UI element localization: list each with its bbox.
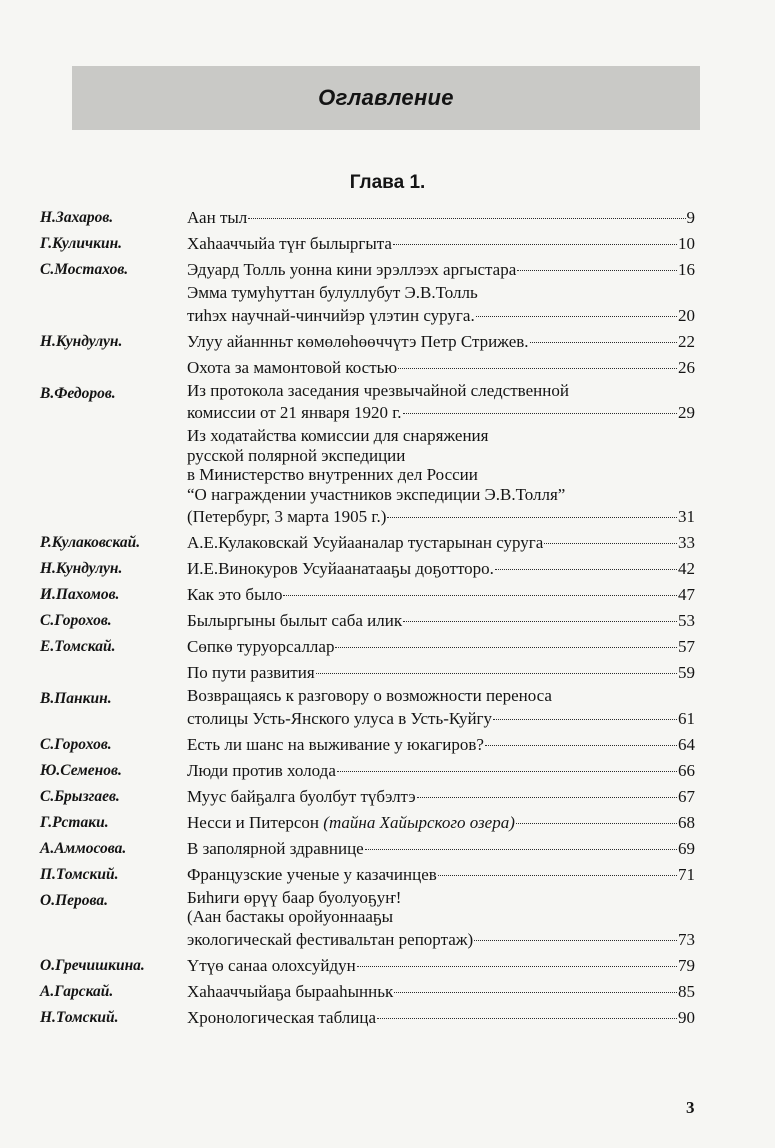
- toc-line: [187, 784, 695, 810]
- toc-title: Хаһааччыйаҕа бырааһынньк: [187, 981, 394, 1001]
- dot-leader: [403, 621, 677, 622]
- toc-entry: [40, 355, 695, 381]
- toc-entry: [40, 953, 695, 979]
- toc-title-text: [187, 927, 473, 953]
- toc-page-number: 66: [678, 760, 695, 780]
- toc-entry: [40, 888, 695, 953]
- toc-titles: [187, 979, 695, 1005]
- toc-titles: [187, 329, 695, 355]
- toc-page-number: 71: [678, 864, 695, 884]
- toc-entry: [40, 530, 695, 556]
- page-number: 3: [686, 1098, 695, 1117]
- toc-title: По пути развития: [187, 663, 315, 682]
- toc-entry: [40, 283, 695, 329]
- toc-author: А.Аммосова.: [40, 839, 127, 857]
- toc-title-text: [187, 556, 494, 582]
- toc-titles: [187, 381, 695, 427]
- toc-title: А.Е.Кулаковскай Усуйааналар тустарынан суруга: [187, 533, 544, 552]
- dot-leader: [387, 517, 677, 518]
- toc-title-text: [187, 355, 397, 381]
- toc-line: [187, 329, 695, 355]
- toc-entry: [40, 758, 695, 784]
- toc-titles: [187, 686, 695, 732]
- dot-leader: [476, 316, 677, 317]
- toc-title-text: [187, 608, 402, 634]
- toc-titles: [187, 355, 695, 381]
- chapter-heading: Глава 1.: [349, 172, 426, 193]
- toc-title-text: [187, 758, 336, 784]
- toc-title-text: [187, 231, 392, 257]
- toc-entry: [40, 784, 695, 810]
- toc-author: Н.Кундулун.: [40, 560, 123, 577]
- toc-entry: [40, 634, 695, 660]
- toc-titles: [187, 582, 695, 608]
- toc-line: [187, 634, 695, 660]
- toc-title-text: [187, 907, 393, 927]
- toc-title: Сөпкө туруорсаллар: [187, 637, 335, 656]
- toc-author: Г.Куличкин.: [40, 235, 123, 252]
- toc-title-text: [187, 485, 565, 505]
- toc-title-text: [187, 836, 364, 862]
- toc-title-text: [187, 706, 492, 732]
- toc-title: Аан тыл: [187, 208, 248, 227]
- toc-title: Люди против холода: [187, 760, 336, 780]
- toc-page-number: 20: [678, 305, 695, 325]
- toc-line: [187, 706, 695, 732]
- toc-title-text: [187, 446, 405, 466]
- toc-title: Хронологическая таблица: [187, 1007, 377, 1027]
- toc-line: [187, 283, 695, 303]
- toc-entry: [40, 979, 695, 1005]
- toc-page-number: 67: [678, 786, 695, 806]
- dot-leader: [417, 797, 677, 798]
- toc-title: Хаһааччыйа түҥ былыргыта: [187, 234, 392, 253]
- toc-line: [187, 732, 695, 758]
- toc-author: Г.Рстаки.: [40, 813, 109, 831]
- toc-author: С.Горохов.: [40, 612, 112, 629]
- toc-title-text: [187, 953, 356, 979]
- toc-titles: [187, 530, 695, 556]
- toc-title-text: [187, 381, 569, 401]
- toc-page-number: 59: [678, 663, 695, 682]
- toc-titles: [187, 634, 695, 660]
- toc-title: Эдуард Толль уонна кини эрэллээх аргыстара: [187, 260, 517, 279]
- toc-entry: [40, 836, 695, 862]
- toc-author: Н.Захаров.: [40, 209, 114, 226]
- toc-title: (Аан бастакы оройуоннааҕы: [187, 907, 394, 926]
- dot-leader: [544, 543, 677, 544]
- toc-page-number: 10: [678, 234, 695, 253]
- dot-leader: [474, 940, 677, 941]
- toc-page-number: 33: [678, 533, 695, 552]
- toc-line: [187, 927, 695, 953]
- toc-line: [187, 758, 695, 784]
- toc-title: Эмма тумуһуттан булуллубут Э.В.Толль: [187, 283, 478, 302]
- toc-line: [187, 485, 695, 505]
- toc-page-number: 64: [678, 734, 695, 754]
- toc-entry: [40, 686, 695, 732]
- toc-titles: [187, 758, 695, 784]
- toc-author: В.Федоров.: [40, 384, 116, 402]
- toc-title: Улуу айаннньт көмөлөһөөччүтэ Петр Стрижев.: [187, 331, 529, 351]
- toc-author: Н.Томский.: [40, 1008, 119, 1026]
- toc-page-number: 79: [678, 955, 695, 975]
- toc-titles: [187, 426, 695, 530]
- dot-leader: [393, 244, 677, 245]
- toc-entry: [40, 329, 695, 355]
- toc-title-text: [187, 888, 401, 908]
- toc-author: Н.Кундулун.: [40, 332, 123, 350]
- toc-line: [187, 608, 695, 634]
- dot-leader: [283, 595, 677, 596]
- toc-title: В заполярной здравнице: [187, 838, 364, 858]
- toc-page-number: 47: [678, 585, 695, 604]
- toc-author: С.Брызгаев.: [40, 787, 120, 805]
- toc-titles: [187, 283, 695, 329]
- toc-page-number: 68: [678, 812, 695, 832]
- toc-title: “О награждении участников экспедиции Э.В.Толля”: [187, 484, 566, 504]
- toc-title-text: [187, 1005, 376, 1031]
- toc-author: Ю.Семенов.: [40, 761, 122, 779]
- toc-title-text: [187, 257, 516, 283]
- toc-entry: [40, 582, 695, 608]
- toc-titles: [187, 888, 695, 953]
- toc-title: Былыргыны былыт саба илик: [187, 611, 403, 630]
- toc-author: Е.Томскай.: [40, 638, 116, 655]
- toc-entry: [40, 381, 695, 427]
- toc-line: [187, 836, 695, 862]
- toc-title-text: [187, 205, 247, 231]
- toc-page-number: 57: [678, 637, 695, 656]
- toc-line: [187, 979, 695, 1005]
- dot-leader: [365, 849, 677, 850]
- dot-leader: [530, 342, 677, 343]
- toc-author: С.Мостахов.: [40, 261, 129, 278]
- toc-line: [187, 686, 695, 706]
- toc-title: Несси и Питерсон: [187, 812, 320, 832]
- toc-title-text: [187, 784, 416, 810]
- toc-titles: [187, 953, 695, 979]
- toc-title-text: [187, 810, 515, 836]
- toc-title-text: [187, 530, 543, 556]
- toc-line: [187, 257, 695, 283]
- toc-line: [187, 426, 695, 446]
- toc-title-italic: (тайна Хайырского озера): [323, 812, 515, 832]
- toc-page-number: 90: [678, 1007, 695, 1027]
- toc-title: Биһиги өрүү баар буолуоҕуҥ!: [187, 887, 402, 907]
- toc-page-number: 26: [678, 357, 695, 377]
- page-title: Оглавление: [318, 85, 454, 110]
- toc-page-number: 42: [678, 559, 695, 578]
- toc-line: [187, 400, 695, 426]
- toc-title: Из ходатайства комиссии для снаряжения: [187, 426, 489, 445]
- toc-entry: [40, 1005, 695, 1031]
- toc-title-text: [187, 979, 393, 1005]
- toc-titles: [187, 784, 695, 810]
- toc-title: столицы Усть-Янского улуса в Усть-Куйгу: [187, 708, 493, 728]
- toc-title-text: [187, 582, 282, 608]
- toc-entry: [40, 426, 695, 530]
- dot-leader: [485, 745, 677, 746]
- toc-author: И.Пахомов.: [40, 586, 120, 603]
- dot-leader: [493, 719, 677, 720]
- toc-title: И.Е.Винокуров Усуйаанатааҕы доҕотторо.: [187, 559, 494, 578]
- toc-line: [187, 888, 695, 908]
- toc-line: [187, 810, 695, 836]
- toc-titles: [187, 608, 695, 634]
- toc-page-number: 85: [678, 981, 695, 1001]
- dot-leader: [316, 673, 677, 674]
- dot-leader: [403, 413, 677, 414]
- toc-entry: [40, 556, 695, 582]
- dot-leader: [337, 771, 677, 772]
- toc-line: [187, 465, 695, 485]
- dot-leader: [394, 992, 677, 993]
- toc-entry: [40, 257, 695, 283]
- toc-line: [187, 907, 695, 927]
- toc-line: [187, 953, 695, 979]
- toc-page-number: 53: [678, 611, 695, 630]
- toc-author: С.Горохов.: [40, 735, 112, 753]
- toc-line: [187, 355, 695, 381]
- dot-leader: [398, 368, 677, 369]
- toc-title-text: [187, 303, 475, 329]
- toc-line: [187, 862, 695, 888]
- table-of-contents: [40, 205, 695, 1031]
- toc-title: в Министерство внутренних дел России: [187, 465, 478, 484]
- toc-page-number: 69: [678, 838, 695, 858]
- toc-title: комиссии от 21 января 1920 г.: [187, 403, 402, 422]
- toc-entry: [40, 608, 695, 634]
- toc-titles: [187, 556, 695, 582]
- toc-entry: [40, 660, 695, 686]
- dot-leader: [248, 218, 685, 219]
- toc-title: (Петербург, 3 марта 1905 г.): [187, 507, 387, 526]
- dot-leader: [495, 569, 677, 570]
- toc-author: Р.Кулаковскай.: [40, 534, 141, 551]
- toc-title: Охота за мамонтовой костью: [187, 357, 398, 377]
- toc-line: [187, 556, 695, 582]
- toc-title-text: [187, 732, 484, 758]
- toc-page-number: 22: [678, 331, 695, 351]
- toc-line: [187, 582, 695, 608]
- toc-title: Есть ли шанс на выживание у юкагиров?: [187, 734, 484, 754]
- toc-title: Из протокола заседания чрезвычайной следственной: [187, 380, 569, 400]
- dot-leader: [335, 647, 677, 648]
- toc-line: [187, 446, 695, 466]
- toc-title-text: [187, 686, 552, 706]
- toc-title-text: [187, 329, 529, 355]
- toc-title: русской полярной экспедиции: [187, 445, 406, 465]
- toc-title: Французские ученые у казачинцев: [187, 864, 437, 884]
- toc-title-text: [187, 426, 488, 446]
- toc-author: А.Гарскай.: [40, 982, 114, 1000]
- toc-line: [187, 530, 695, 556]
- toc-page-number: 61: [678, 708, 695, 728]
- header-band: [72, 66, 700, 130]
- toc-page-number: 29: [678, 403, 695, 422]
- toc-titles: [187, 205, 695, 231]
- toc-title-text: [187, 862, 437, 888]
- toc-title-text: [187, 634, 334, 660]
- toc-page-number: 16: [678, 260, 695, 279]
- toc-title-text: [187, 283, 478, 303]
- toc-page-number: 73: [678, 929, 695, 949]
- toc-title-text: [187, 400, 402, 426]
- toc-title-text: [187, 465, 478, 485]
- toc-title: экологическай фестивальтан репортаж): [187, 929, 474, 949]
- toc-title: Муус байҕалга буолбут түбэлтэ: [187, 786, 416, 806]
- toc-line: [187, 504, 695, 530]
- toc-page-number: 31: [678, 507, 695, 526]
- toc-titles: [187, 257, 695, 283]
- toc-titles: [187, 231, 695, 257]
- toc-line: [187, 205, 695, 231]
- toc-titles: [187, 1005, 695, 1031]
- toc-line: [187, 381, 695, 401]
- toc-author: О.Гречишкина.: [40, 956, 145, 974]
- toc-author: В.Панкин.: [40, 690, 112, 707]
- toc-title: Как это было: [187, 585, 283, 604]
- toc-line: [187, 231, 695, 257]
- toc-title: тиһэх научнай-чинчийэр үлэтин суруга.: [187, 305, 475, 325]
- dot-leader: [377, 1018, 677, 1019]
- toc-titles: [187, 810, 695, 836]
- toc-title: Возвращаясь к разговору о возможности переноса: [187, 686, 552, 705]
- toc-entry: [40, 205, 695, 231]
- toc-author: П.Томский.: [40, 865, 119, 883]
- dot-leader: [517, 270, 677, 271]
- toc-titles: [187, 836, 695, 862]
- toc-titles: [187, 660, 695, 686]
- toc-titles: [187, 862, 695, 888]
- dot-leader: [438, 875, 677, 876]
- toc-title-text: [187, 660, 315, 686]
- toc-line: [187, 303, 695, 329]
- toc-entry: [40, 810, 695, 836]
- toc-title-text: [187, 504, 386, 530]
- toc-line: [187, 1005, 695, 1031]
- dot-leader: [516, 823, 677, 824]
- toc-entry: [40, 862, 695, 888]
- toc-entry: [40, 231, 695, 257]
- toc-page-number: 9: [686, 208, 695, 227]
- toc-titles: [187, 732, 695, 758]
- toc-title: Үтүө санаа олохсуйдун: [187, 955, 356, 975]
- toc-author: О.Перова.: [40, 891, 108, 909]
- toc-entry: [40, 732, 695, 758]
- toc-line: [187, 660, 695, 686]
- dot-leader: [357, 966, 677, 967]
